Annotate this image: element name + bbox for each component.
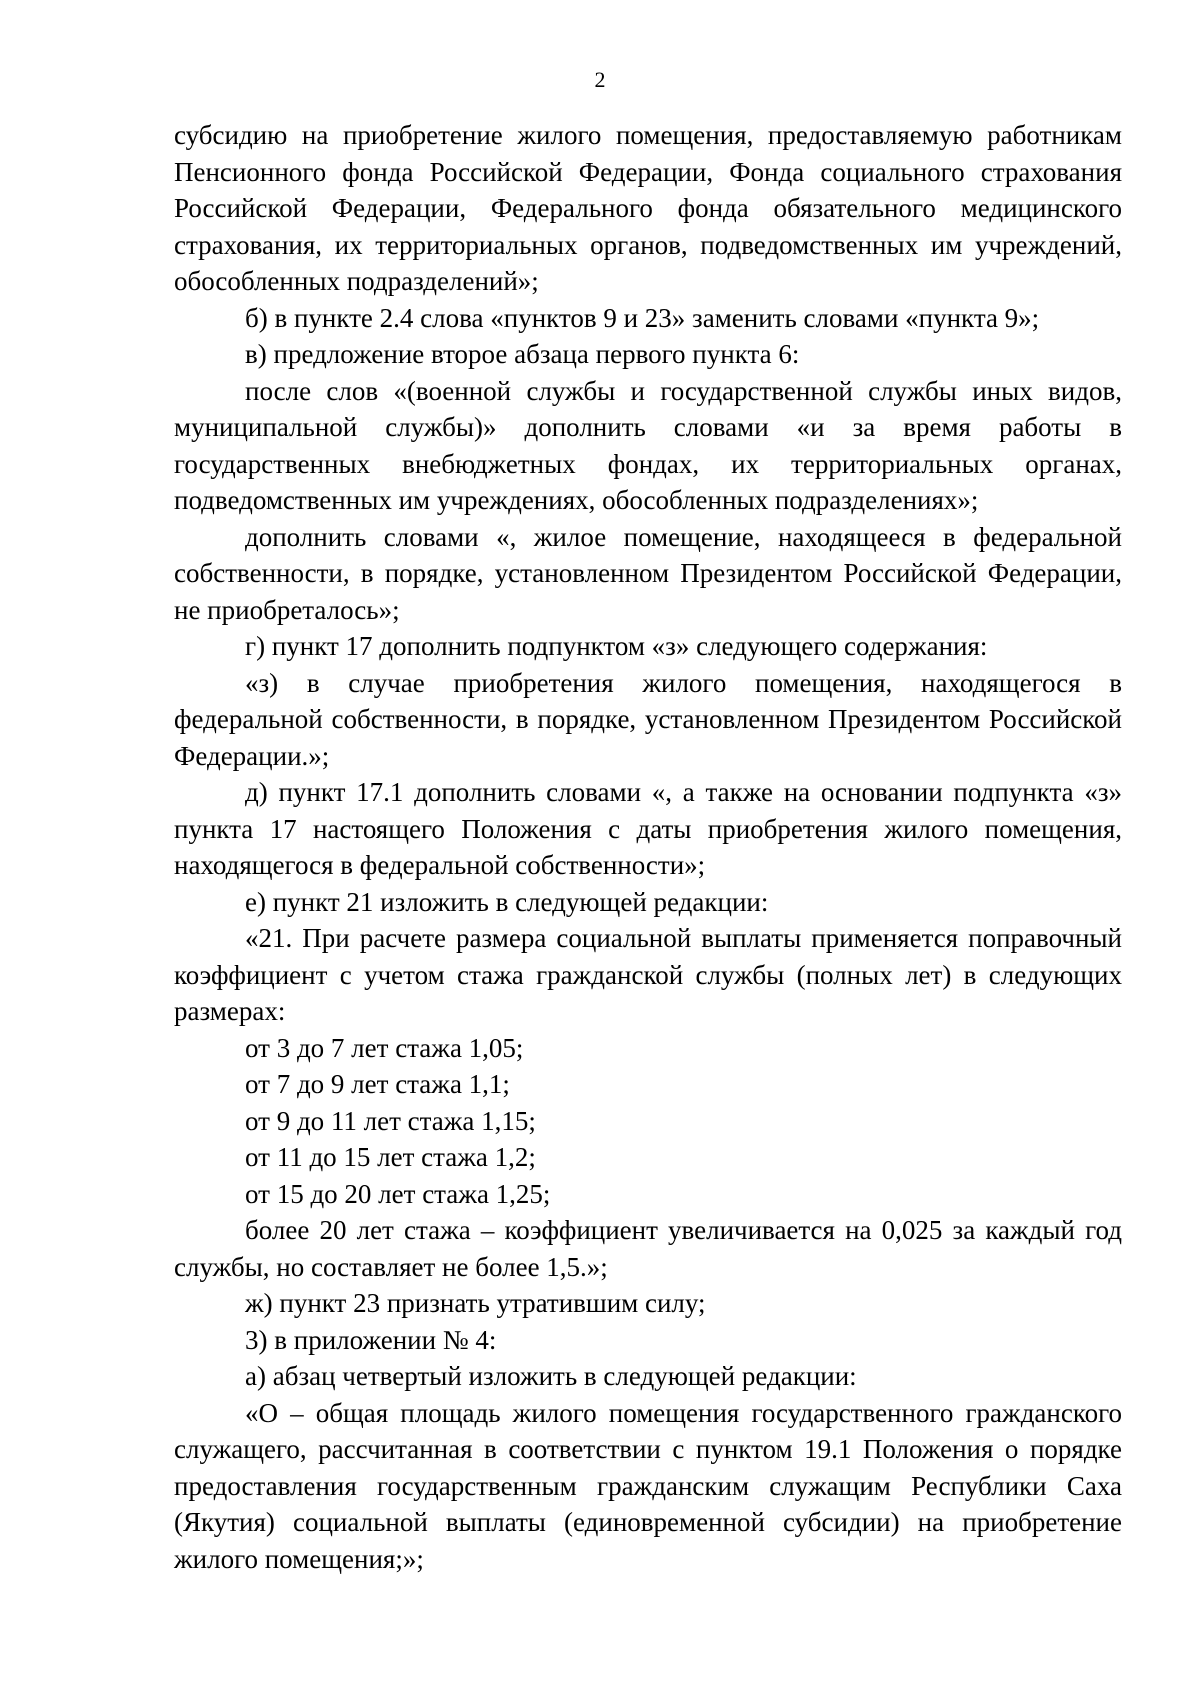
paragraph-item-a: а) абзац четвертый изложить в следующей редакции: — [245, 1361, 857, 1391]
paragraph-item-zh: ж) пункт 23 признать утратившим силу; — [245, 1288, 706, 1318]
paragraph-point-21: «21. При расчете размера социальной выплаты применяется поправочный коэффициент с учетом стажа гражданской службы (полных лет) в следующих размерах: — [174, 923, 1122, 1026]
coefficient-over-20: более 20 лет стажа – коэффициент увеличивается на 0,025 за каждый год службы, но составляет не более 1,5.»; — [174, 1215, 1122, 1282]
paragraph-formula-o: «О – общая площадь жилого помещения государственного гражданского служащего, рассчитанная в соответствии с пунктом 19.1 Положения о порядке предоставления государственным гражданским служащим Республики Саха (Якутия) социальной выплаты (единовременной субсидии) на приобретение жилого помещения;»; — [174, 1397, 1122, 1574]
paragraph-continuation: субсидию на приобретение жилого помещения, предоставляемую работникам Пенсионного фонда Российской Федерации, Фонда социального страхования Российской Федерации, Федерального фонда обязательного медицинского страхования, их территориальных органов, подведомственных им учреждений, обособленных подразделений»; — [174, 120, 1122, 296]
paragraph-subitem-z: «з) в случае приобретения жилого помещения, находящегося в федеральной собственности, в порядке, установленном Президентом Российской Федерации.»; — [174, 667, 1122, 771]
coefficient-line: от 11 до 15 лет стажа 1,2; — [245, 1142, 536, 1172]
coefficient-line: от 9 до 11 лет стажа 1,15; — [245, 1105, 536, 1136]
document-body — [174, 117, 1122, 1577]
coefficient-line: от 15 до 20 лет стажа 1,25; — [245, 1178, 551, 1209]
paragraph-item-b: б) в пункте 2.4 слова «пунктов 9 и 23» заменить словами «пункта 9»; — [245, 302, 1040, 333]
paragraph-item-v: в) предложение второе абзаца первого пункта 6: — [245, 339, 800, 369]
coefficient-line: от 7 до 9 лет стажа 1,1; — [245, 1069, 510, 1099]
paragraph-after-words: после слов «(военной службы и государственной службы иных видов, муниципальной службы)» дополнить словами «и за время работы в государственных внебюджетных фондах, их территориальных органах, подведомственных им учреждениях, обособленных подразделениях»; — [174, 375, 1122, 515]
coefficient-line: от 3 до 7 лет стажа 1,05; — [245, 1032, 524, 1063]
paragraph-appendix-4: 3) в приложении № 4: — [245, 1324, 497, 1355]
page-number: 2 — [594, 67, 606, 92]
paragraph-item-e: е) пункт 21 изложить в следующей редакции: — [245, 886, 769, 917]
paragraph-item-g: г) пункт 17 дополнить подпунктом «з» следующего содержания: — [245, 631, 988, 661]
paragraph-item-d: д) пункт 17.1 дополнить словами «, а также на основании подпункта «з» пункта 17 настоящего Положения с даты приобретения жилого помещения, находящегося в федеральной собственности»; — [174, 777, 1122, 880]
paragraph-supplement: дополнить словами «, жилое помещение, находящееся в федеральной собственности, в порядке, установленном Президентом Российской Федерации, не приобреталось»; — [174, 521, 1122, 625]
